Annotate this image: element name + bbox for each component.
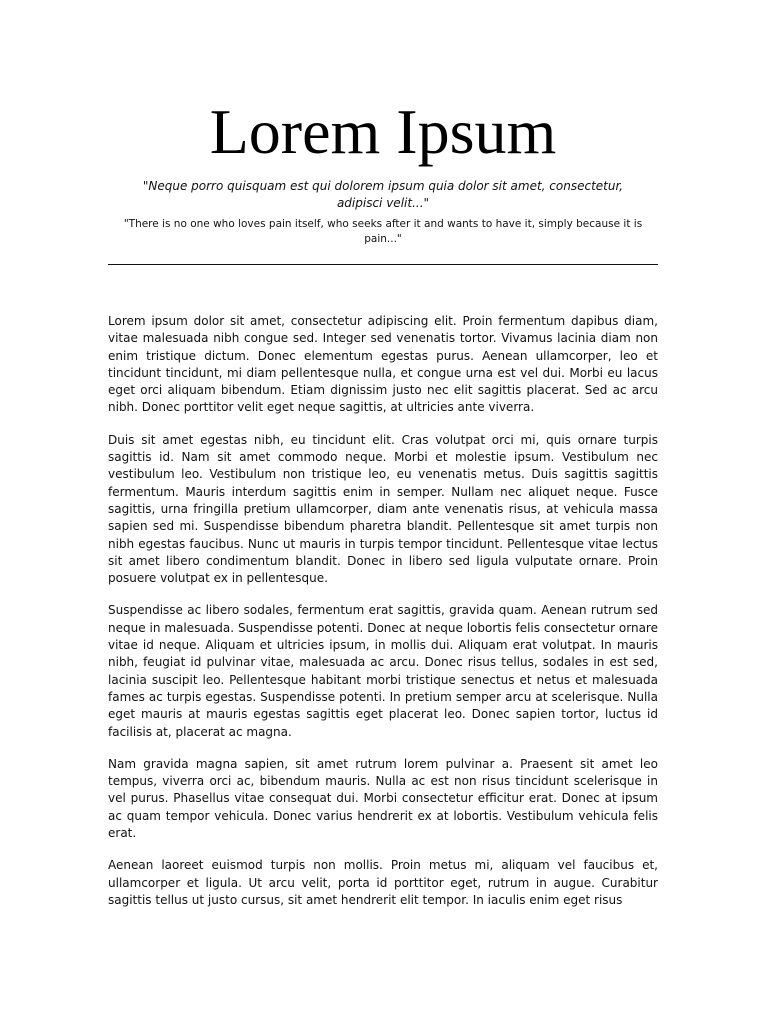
header-divider bbox=[108, 264, 658, 265]
paragraph: Nam gravida magna sapien, sit amet rutrum lorem pulvinar a. Praesent sit amet leo tempus, viverra orci ac, bibendum mauris. Nulla ac est non risus tincidunt scelerisque in vel purus. Phasellus vitae consequat dui. Morbi consectetur efficitur erat. Donec at ipsum ac quam tempor vehicula. Donec varius hendrerit ex at lobortis. Vestibulum vehicula felis erat. bbox=[108, 756, 658, 841]
document-header bbox=[108, 96, 658, 247]
english-quote: "There is no one who loves pain itself, who seeks after it and wants to have it, simply because it is pain..." bbox=[123, 218, 643, 245]
document-title: Lorem Ipsum bbox=[209, 96, 557, 167]
latin-quote: "Neque porro quisquam est qui dolorem ipsum quia dolor sit amet, consectetur, adipisci velit..." bbox=[142, 179, 624, 210]
paragraph: Aenean laoreet euismod turpis non mollis. Proin metus mi, aliquam vel faucibus et, ullamcorper et ligula. Ut arcu velit, porta id porttitor eget, rutrum in augue. Curabitur sagittis tellus ut justo cursus, sit amet hendrerit elit tempor. In iaculis enim eget risus bbox=[108, 858, 658, 907]
paragraph: Suspendisse ac libero sodales, fermentum erat sagittis, gravida quam. Aenean rutrum sed neque in malesuada. Suspendisse potenti. Donec at neque lobortis felis consectetur ornare vitae id neque. Aliquam et ultricies ipsum, in mollis dui. Aliquam erat volutpat. In mauris nibh, feugiat id pulvinar vitae, malesuada ac arcu. Donec risus tellus, sodales in est sed, lacinia suscipit leo. Pellentesque habitant morbi tristique senectus et netus et malesuada fames ac turpis egestas. Suspendisse potenti. In pretium semper arcu at scelerisque. Nulla eget mauris at mauris egestas sagittis eget placerat leo. Donec sapien tortor, luctus id facilisis at, placerat ac magna. bbox=[108, 603, 658, 739]
document-body bbox=[108, 313, 658, 925]
paragraph: Duis sit amet egestas nibh, eu tincidunt elit. Cras volutpat orci mi, quis ornare turpis sagittis id. Nam sit amet commodo neque. Morbi et molestie ipsum. Vestibulum nec vestibulum leo. Vestibulum non tristique leo, eu venenatis metus. Duis sagittis sagittis fermentum. Mauris interdum sagittis enim in semper. Nullam nec aliquet neque. Fusce sagittis, urna fringilla pretium ullamcorper, diam ante venenatis risus, at vehicula massa sapien sed mi. Suspendisse bibendum pharetra blandit. Pellentesque sit amet turpis non nibh egestas faucibus. Nunc ut mauris in turpis tempor tincidunt. Pellentesque vitae lectus sit amet libero condimentum blandit. Donec in libero sed ligula vulputate ornare. Proin posuere volutpat ex in pellentesque. bbox=[108, 432, 658, 586]
paragraph: Lorem ipsum dolor sit amet, consectetur adipiscing elit. Proin fermentum dapibus diam, vitae malesuada nibh congue sed. Integer sed venenatis tortor. Vivamus lacinia diam non enim tristique dictum. Donec elementum egestas purus. Aenean ullamcorper, leo et tincidunt tincidunt, mi diam pellentesque nulla, et congue urna est vel dui. Morbi eu lacus eget orci aliquam bibendum. Etiam dignissim justo nec elit sagittis placerat. Sed ac arcu nibh. Donec porttitor velit eget neque sagittis, at ultricies ante viverra. bbox=[108, 314, 658, 415]
